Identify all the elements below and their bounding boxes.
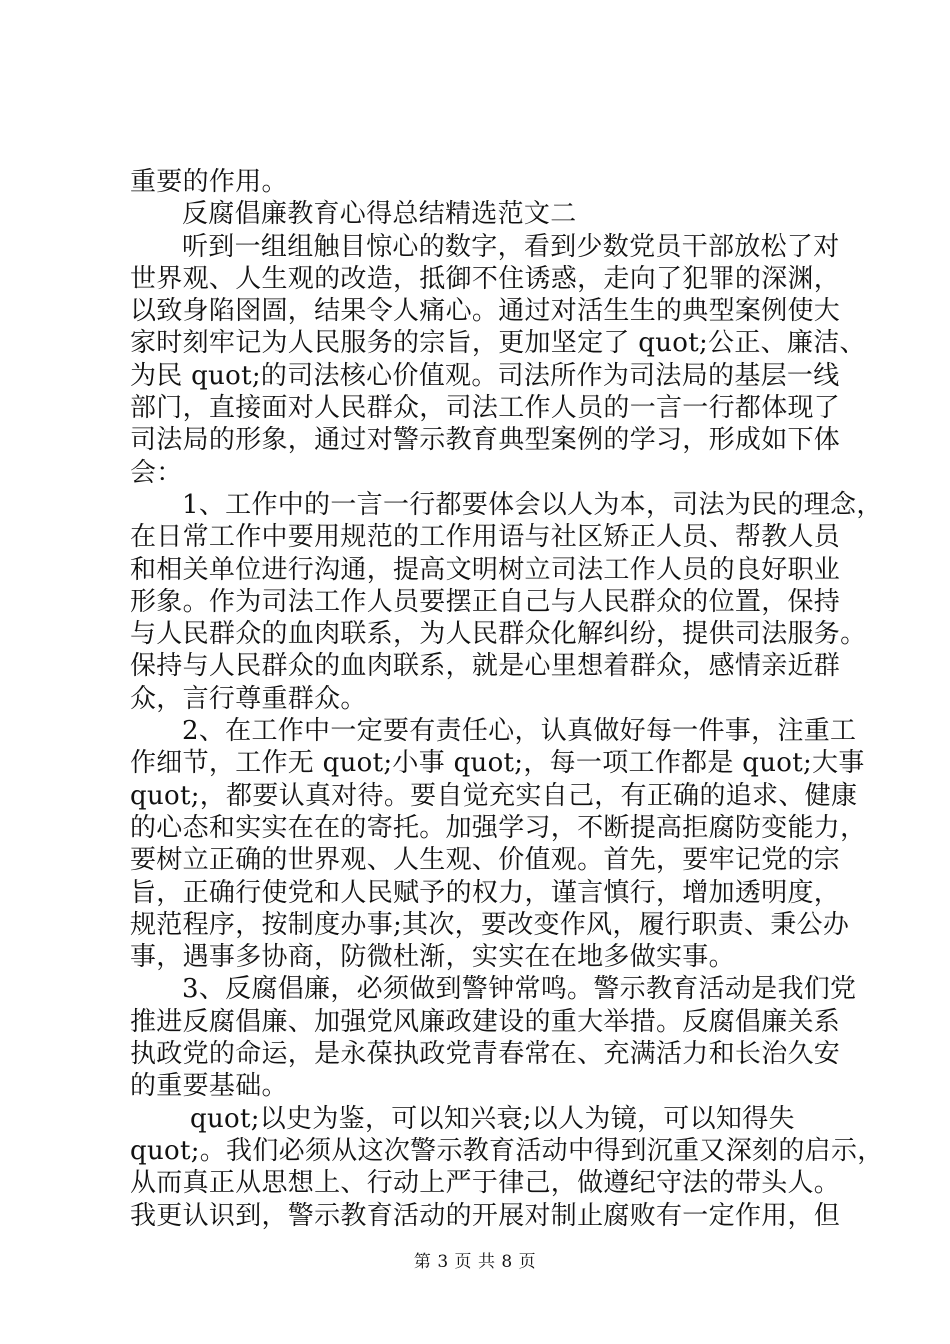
- text-line: 事，遇事多协商，防微杜渐，实实在在地多做实事。: [130, 942, 735, 973]
- text-line: 为民 quot;的司法核心价值观。司法所作为司法局的基层一线: [130, 360, 840, 391]
- text-line: 规范程序，按制度办事;其次，要改变作风，履行职责、秉公办: [130, 909, 850, 940]
- text-line: 会：: [130, 457, 183, 488]
- text-line: 与人民群众的血肉联系，为人民群众化解纠纷，提供司法服务。: [130, 619, 867, 650]
- text-line: 3、反腐倡廉，必须做到警钟常鸣。警示教育活动是我们党: [182, 974, 857, 1005]
- text-line: 从而真正从思想上、行动上严于律己，做遵纪守法的带头人。: [130, 1168, 841, 1199]
- section-heading: 反腐倡廉教育心得总结精选范文二: [182, 199, 577, 230]
- text-line: 司法局的形象，通过对警示教育典型案例的学习，形成如下体: [130, 425, 841, 456]
- text-line: 形象。作为司法工作人员要摆正自己与人民群众的位置，保持: [130, 586, 841, 617]
- text-line: 的心态和实实在在的寄托。加强学习，不断提高拒腐防变能力，: [130, 812, 867, 843]
- text-line: 2、在工作中一定要有责任心，认真做好每一件事，注重工: [182, 716, 857, 747]
- text-line: 世界观、人生观的改造，抵御不住诱惑，走向了犯罪的深渊，: [130, 263, 841, 294]
- text-line: 要树立正确的世界观、人生观、价值观。首先，要牢记党的宗: [130, 845, 841, 876]
- text-line: 的重要基础。: [130, 1071, 288, 1102]
- text-line: 部门，直接面对人民群众，司法工作人员的一言一行都体现了: [130, 393, 841, 424]
- text-line: 以致身陷囹圄，结果令人痛心。通过对活生生的典型案例使大: [130, 296, 841, 327]
- text-line: 旨，正确行使党和人民赋予的权力，谨言慎行，增加透明度，: [130, 877, 841, 908]
- text-line: 推进反腐倡廉、加强党风廉政建设的重大举措。反腐倡廉关系: [130, 1006, 841, 1037]
- text-line: 听到一组组触目惊心的数字，看到少数党员干部放松了对: [182, 231, 840, 262]
- text-line: 作细节，工作无 quot;小事 quot;，每一项工作都是 quot;大事: [130, 748, 865, 779]
- text-line: quot;。我们必须从这次警示教育活动中得到沉重又深刻的启示，: [130, 1135, 884, 1166]
- text-line: quot;以史为鉴，可以知兴衰;以人为镜，可以知得失: [190, 1103, 795, 1134]
- document-body: [130, 166, 884, 1232]
- text-line: 在日常工作中要用规范的工作用语与社区矫正人员、帮教人员: [130, 522, 841, 553]
- text-line: 保持与人民群众的血肉联系，就是心里想着群众，感情亲近群: [130, 651, 841, 682]
- text-line: 重要的作用。: [130, 167, 288, 197]
- text-line: quot;，都要认真对待。要自觉充实自己，有正确的追求、健康: [130, 780, 858, 811]
- page-number-footer: 第 3 页 共 8 页: [413, 1252, 537, 1272]
- text-line: 家时刻牢记为人民服务的宗旨，更加坚定了 quot;公正、廉洁、: [130, 328, 866, 359]
- text-line: 我更认识到，警示教育活动的开展对制止腐败有一定作用，但: [130, 1200, 841, 1231]
- text-line: 1、工作中的一言一行都要体会以人为本，司法为民的理念，: [182, 489, 883, 520]
- text-line: 众，言行尊重群众。: [130, 683, 367, 714]
- text-line: 执政党的命运，是永葆执政党青春常在、充满活力和长治久安: [130, 1039, 841, 1070]
- text-line: 和相关单位进行沟通，提高文明树立司法工作人员的良好职业: [130, 554, 841, 585]
